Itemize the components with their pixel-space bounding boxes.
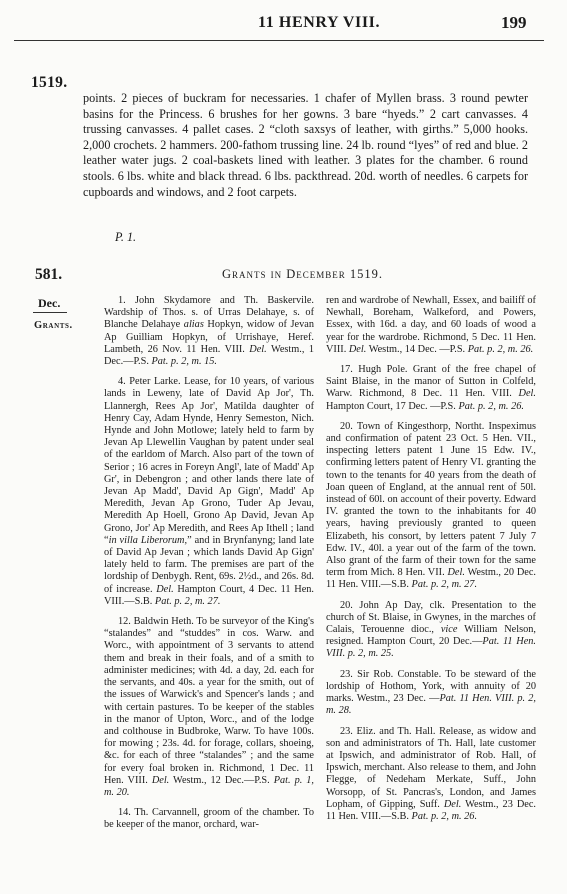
left-column xyxy=(104,295,314,840)
margin-label: Grants. xyxy=(34,320,73,331)
section-number: 581. xyxy=(35,266,63,283)
entry: 20. John Ap Day, clk. Presentation to the church of St. Blaise, in Gwynes, in the marches of Calais, Terouenne dioc., vice William Nelson, resigned. Hampton Court, 20 Dec.—Pat. 11 Hen. VIII. p. 2, m. 25. xyxy=(326,599,536,660)
entry: 1. John Skydamore and Th. Baskervile. Wardship of Thos. s. of Urras Delahaye, s. of Blanche Delahaye alias Hopkyn, widow of Jevan Ap Guilliam Hopkyn, of Urrishaye, Heref. Lambeth, 26 Nov. 11 Hen. VIII. Del. Westm., 1 Dec.—P.S. Pat. p. 2, m. 15. xyxy=(104,295,314,368)
entry: 12. Baldwin Heth. To be surveyor of the King's “stalandes” and “studdes” in cos. Warw. and Worc., with appointment of 3 servants to attend them and break in their foals, and of a smith to administer medicines; with 4d. a day, 2d. each for the servants, and 40s. a year for the smith, out of the issues of Warwick's and Spencer's lands ; and with certain pastures. To be keeper of the stables in the manor of Upton, Worc., and of the lodge and colthouse in Budbroke, Warw. To have 100s. for mowing ; 23s. 4d. for forage, collars, shoeing, &c. for each of three “stalandes” ; and the same for every foal broken in. Richmond, 1 Dec. 11 Hen. VIII. Del. Westm., 12 Dec.—P.S. Pat. p. 1, m. 20. xyxy=(104,616,315,798)
page-number: 199 xyxy=(501,13,527,32)
running-head-year: 1519. xyxy=(31,74,68,91)
entry: 23. Eliz. and Th. Hall. Release, as widow and son and administrators of Th. Hall, late customer at Ipswich, and administrator of Rob. Hall, of Ipswich, merchant. Also release to them, and John Flegge, of Nedeham Merkate, Suff., John Worsopp, of St. Pancras's, London, and James Lopham, of Gipping, Suff. Del. Westm., 23 Dec. 11 Hen. VIII.—S.B. Pat. p. 2, m. 26. xyxy=(326,725,536,822)
margin-rule xyxy=(33,312,67,313)
entry-continued: ren and wardrobe of Newhall, Essex, and bailiff of Newhall, Boreham, Walkeford, and Powers, Essex, with 16d. a day, and 60 loads of wood a year for the wardrobe. Richmond, 5 Dec. 11 Hen. VIII. Del. Westm., 14 Dec. —P.S. Pat. p. 2, m. 26. xyxy=(326,295,536,355)
section-heading: Grants in December 1519. xyxy=(222,267,384,281)
entry: 4. Peter Larke. Lease, for 10 years, of various lands in Leweny, late of David Ap Jor', Th. Llannergh, Rees Ap Jor', Matilda daughter of Henry Cay, Adam Hynde, Henry Semeston, Nich. Hynde and John Motlowe; lately held to farm by Jevan Ap Llewellin Vaughan by patent under seal of the earldom of March. Also part of the town of Serior ; 16 acres in Foreyn Angl', late of Madd' Ap Gr', in Debengron ; and other lands there late of Jevan Ap Madd', David Ap Gign', Madd' Ap Meredith, Jevan Ap Grono, Tuder Ap Jevau, Meredith Ap Hoell, Grono Ap David, Jevan Ap Grono, Jor' Ap Meredith, and Rees Ap Ithell ; land “in villa Liberorum,” and in Brynfanyng; land late of David Ap Jevan ; which lands David Ap Gign' lately held to farm. The premises are part of the lordship of Denbygh. Rent, 69s. 2½d., and 26s. 8d. of increase. Del. Hampton Court, 4 Dec. 11 Hen. VIII.—S.B. Pat. p. 2, m. 27. xyxy=(104,376,314,607)
entry: 17. Hugh Pole. Grant of the free chapel of Saint Blaise, in the manor of Sutton in Colfeld, Warw. Richmond, 8 Dec. 11 Hen. VIII. Del. Hampton Court, 17 Dec. —P.S. Pat. p. 2, m. 26. xyxy=(326,364,536,412)
header-rule xyxy=(14,40,544,41)
right-column xyxy=(326,295,536,831)
margin-month: Dec. xyxy=(38,296,61,310)
paragraph-reference: P. 1. xyxy=(115,230,137,244)
entry: 23. Sir Rob. Constable. To be steward of the lordship of Hothom, York, with annuity of 20 marks. Westm., 23 Dec. —Pat. 11 Hen. VIII. p. 2, m. 28. xyxy=(326,668,536,717)
running-head-title: 11 HENRY VIII. xyxy=(258,14,381,31)
continued-paragraph: points. 2 pieces of buckram for necessaries. 1 chafer of Myllen brass. 3 round pewter basins for the Princess. 6 brushes for her gowns. 3 bare “hyeds.” 2 cart canvasses. 4 trussing canvasses. 4 pallet cases. 2 “cloth saxsys of leather, with girths.” 5,000 hooks. 2,000 crochets. 2 hammers. 200-fathom trussing line. 24 lb. round “lyes” of red and blue. 2 leather water jugs. 2 coal-baskets lined with leather. 3 plates for the chamber. 6 round stools. 6 lbs. white and black thread. 6 lbs. packthread. 20d. worth of needles. 6 carpets for cupboards and windows, and 2 foot carpets. xyxy=(83,91,528,199)
entry: 20. Town of Kingesthorp, Northt. Inspeximus and confirmation of patent 23 Oct. 5 Hen. VII., inspecting letters patent 1 June 15 Edw. IV., confirming letters patent of Henry VI. granting the town to the tenants for 40 years from the death of Joan queen of England, at the annual rent of 50l. instead of 60l. on account of their poverty. Edward IV. granted the town to the inhabitants for 40 years, having previously granted to queen Elizabeth, his consort, by letters patent 7 July 7 Edw. IV., 40l. a year out of the farm of the town. Also grant of the farm of their town for the same term from Mich. 8 Hen. VII. Del. Westm., 20 Dec. 11 Hen. VIII.—S.B. Pat. p. 2, m. 27. xyxy=(326,420,537,591)
entry: 14. Th. Carvannell, groom of the chamber. To be keeper of the manor, orchard, war- xyxy=(104,807,314,831)
